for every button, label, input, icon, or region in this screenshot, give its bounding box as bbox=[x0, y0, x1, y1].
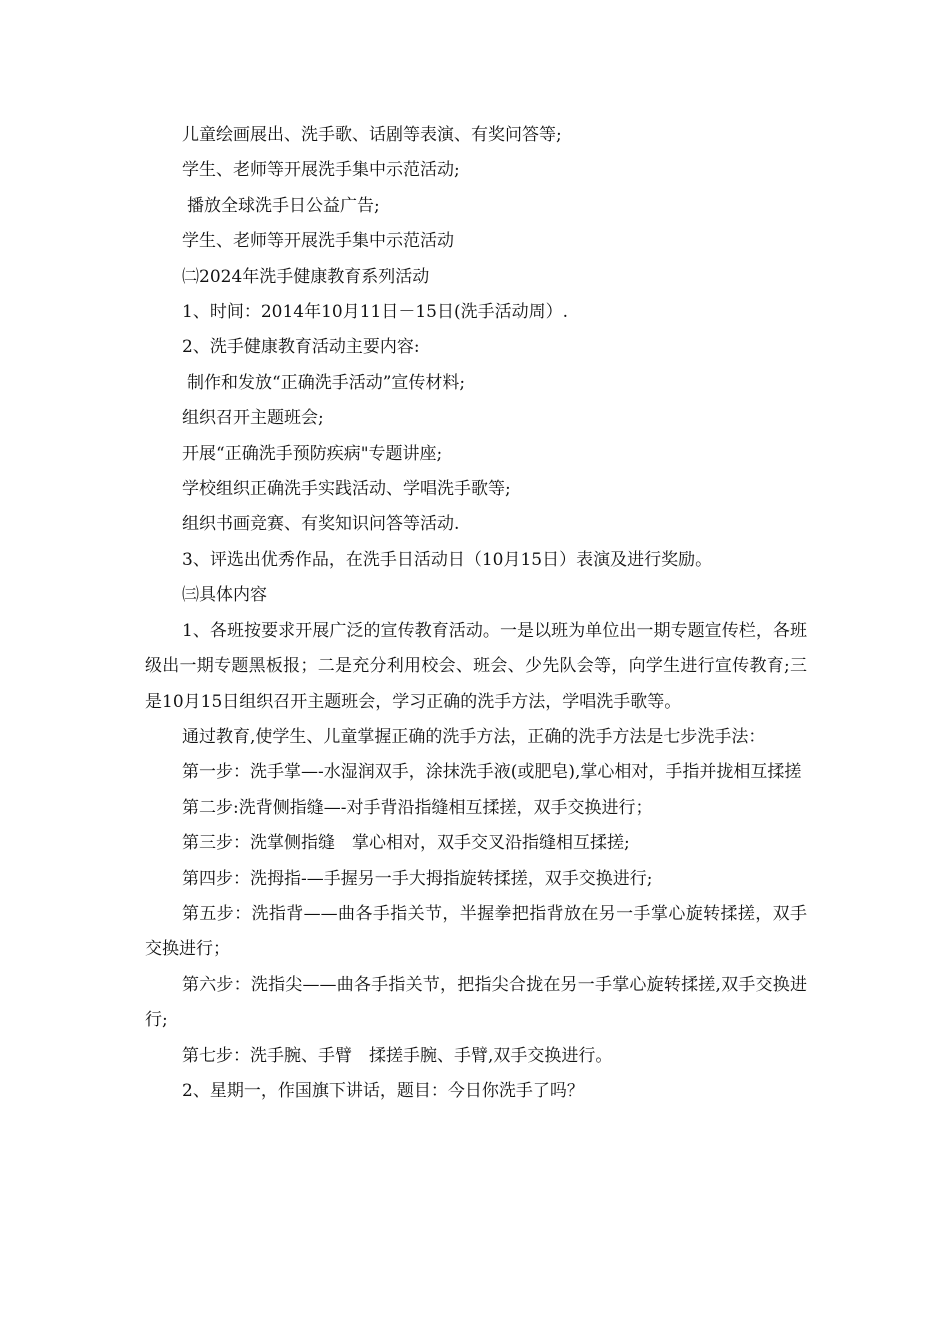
paragraph: 第二步:洗背侧指缝—-对手背沿指缝相互揉搓，双手交换进行； bbox=[182, 797, 653, 818]
paragraph: 2、洗手健康教育活动主要内容: bbox=[182, 337, 420, 358]
paragraph: 第七步：洗手腕、手臂 揉搓手腕、手臂,双手交换进行。 bbox=[182, 1045, 613, 1066]
paragraph: 组织召开主题班会; bbox=[182, 408, 324, 429]
paragraph: 学生、老师等开展洗手集中示范活动; bbox=[182, 160, 460, 181]
paragraph: 播放全球洗手日公益广告; bbox=[187, 195, 380, 216]
paragraph: 第三步：洗掌侧指缝 掌心相对，双手交叉沿指缝相互揉搓; bbox=[182, 833, 630, 854]
section-heading: ㈡2024年洗手健康教育系列活动 bbox=[182, 266, 430, 287]
paragraph: 1、各班按要求开展广泛的宣传教育活动。一是以班为单位出一期专题宣传栏，各班级出一期专题黑板报；二是充分利用校会、班会、少先队会等，向学生进行宣传教育;三是10月15日组织召开主题班会，学习正确的洗手方法，学唱洗手歌等。 bbox=[145, 620, 807, 712]
paragraph: 第五步：洗指背——曲各手指关节，半握拳把指背放在另一手掌心旋转揉搓，双手交换进行； bbox=[145, 903, 807, 960]
paragraph: 第六步：洗指尖——曲各手指关节，把指尖合拢在另一手掌心旋转揉搓,双手交换进行; bbox=[145, 974, 807, 1031]
paragraph: 第四步：洗拇指-—手握另一手大拇指旋转揉搓，双手交换进行; bbox=[182, 868, 653, 889]
paragraph: 2、星期一，作国旗下讲话，题目：今日你洗手了吗？ bbox=[182, 1080, 584, 1101]
paragraph: 开展“正确洗手预防疾病"专题讲座; bbox=[182, 443, 443, 464]
paragraph: 组织书画竞赛、有奖知识问答等活动. bbox=[182, 514, 460, 535]
paragraph: 通过教育,使学生、儿童掌握正确的洗手方法，正确的洗手方法是七步洗手法： bbox=[182, 726, 766, 747]
paragraph: 第一步：洗手掌—-水湿润双手，涂抹洗手液(或肥皂),掌心相对，手指并拢相互揉搓 bbox=[182, 762, 802, 783]
paragraph: 制作和发放“正确洗手活动”宣传材料; bbox=[187, 372, 466, 393]
section-heading: ㈢具体内容 bbox=[182, 585, 267, 606]
paragraph: 儿童绘画展出、洗手歌、话剧等表演、有奖问答等; bbox=[182, 125, 562, 145]
paragraph: 学校组织正确洗手实践活动、学唱洗手歌等; bbox=[182, 479, 511, 500]
paragraph: 3、评选出优秀作品，在洗手日活动日（10月15日）表演及进行奖励。 bbox=[182, 549, 713, 570]
paragraph: 1、时间：2014年10月11日－15日(洗手活动周）. bbox=[182, 302, 569, 323]
paragraph: 学生、老师等开展洗手集中示范活动 bbox=[182, 231, 454, 252]
document-body bbox=[145, 118, 807, 1109]
